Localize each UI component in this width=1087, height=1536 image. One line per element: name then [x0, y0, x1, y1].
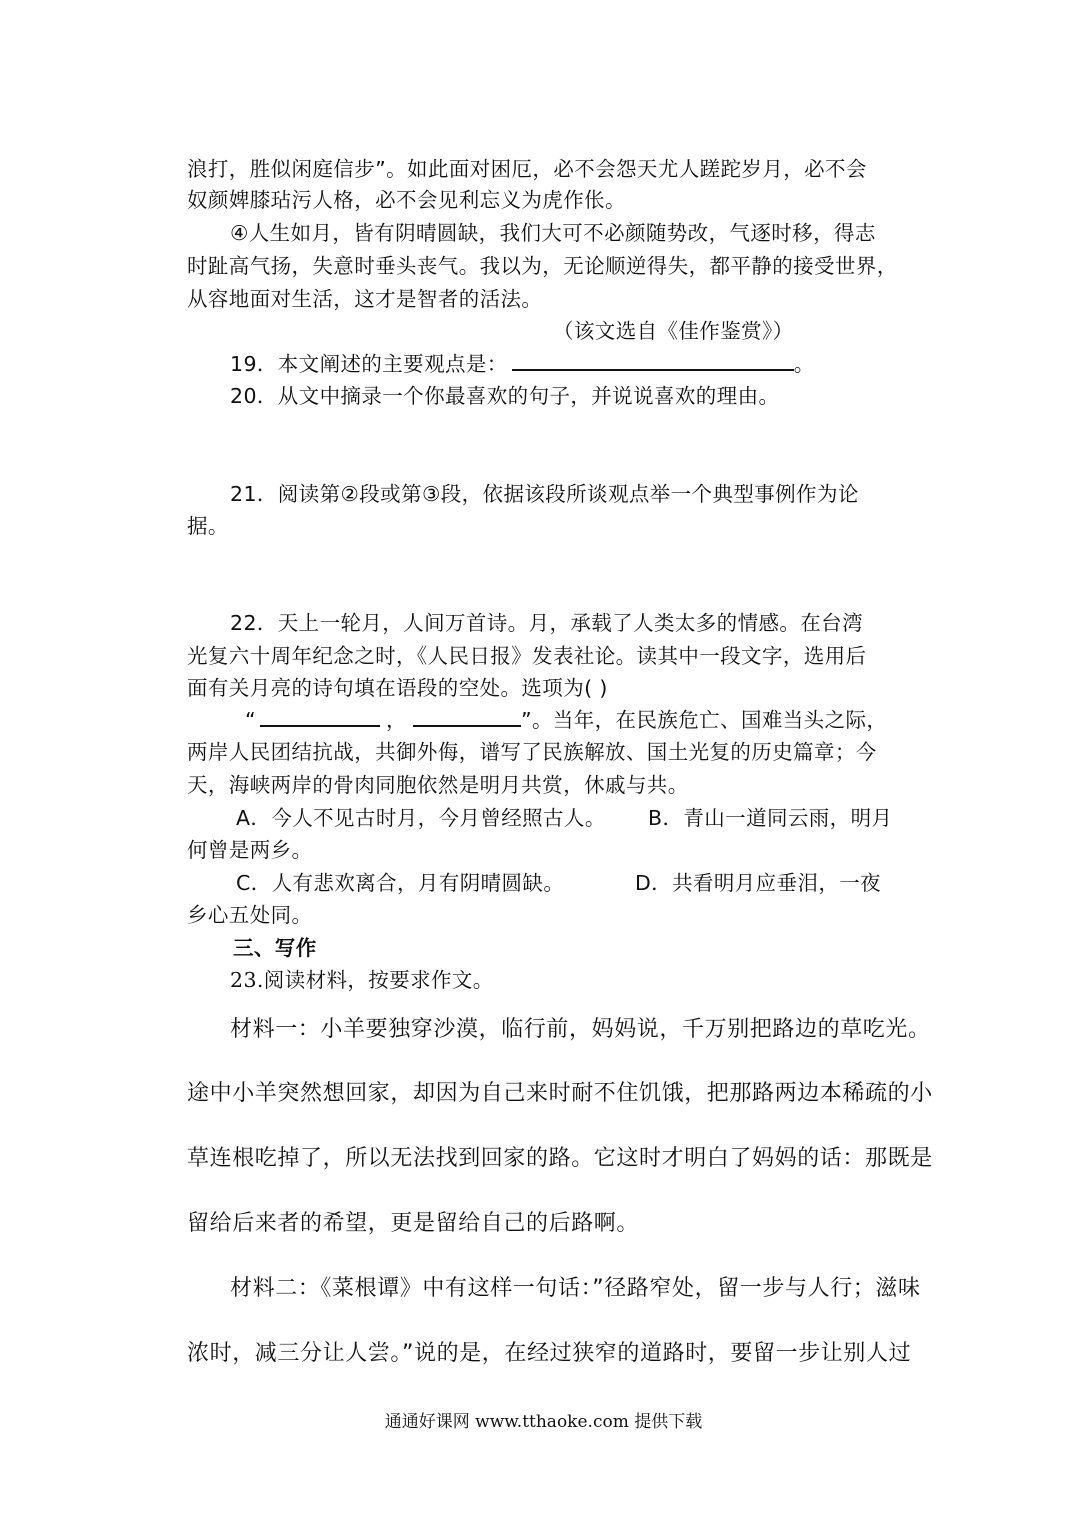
material-1-line-3: 草连根吃掉了，所以无法找到回家的路。它这时才明白了妈妈的话：那既是 — [187, 1146, 933, 1171]
quote-comma: ， — [386, 708, 407, 732]
option-b[interactable]: B．青山一道同云雨，明月 — [648, 806, 893, 830]
question-21-line-2: 据。 — [187, 514, 229, 538]
answer-blank-22b[interactable] — [413, 707, 521, 727]
material-1-line-2: 途中小羊突然想回家，却因为自己来时耐不住饥饿，把那路两边本稀疏的小 — [187, 1081, 933, 1106]
material-1-line-1: 材料一：小羊要独穿沙漠，临行前，妈妈说，千万别把路边的草吃光。 — [230, 1017, 931, 1042]
section-heading-writing: 三、写作 — [233, 936, 317, 960]
question-19-prompt: 19．本文阐述的主要观点是： — [230, 352, 508, 376]
question-21-line-1: 21．阅读第②段或第③段，依据该段所谈观点举一个典型事例作为论 — [230, 482, 859, 506]
question-22-line-3: 面有关月亮的诗句填在语段的空处。选项为( ) — [187, 676, 608, 700]
page-footer: 通通好课网 www.tthaoke.com 提供下载 — [384, 1412, 703, 1432]
question-20: 20．从文中摘录一个你最喜欢的句子，并说说喜欢的理由。 — [230, 384, 780, 408]
option-a[interactable]: A．今人不见古时月，今月曾经照古人。 — [236, 806, 606, 830]
quote-rest: ”。当年，在民族危亡、国难当头之际， — [520, 708, 888, 732]
answer-blank-22a[interactable] — [260, 707, 380, 727]
material-1-line-4: 留给后来者的希望，更是留给自己的后路啊。 — [187, 1211, 640, 1236]
question-22-line-6: 天，海峡两岸的骨肉同胞依然是明月共赏，休戚与共。 — [187, 773, 689, 797]
question-22-quote-line — [245, 705, 887, 735]
option-c[interactable]: C．人有悲欢离合，月有阴晴圆缺。 — [236, 871, 565, 895]
question-19 — [230, 349, 815, 379]
question-22-line-5: 两岸人民团结抗战，共御外侮，谱写了民族解放、国土光复的历史篇章；今 — [187, 740, 877, 764]
material-2-line-2: 浓时，减三分让人尝。”说的是，在经过狭窄的道路时，要留一步让别人过 — [187, 1341, 912, 1366]
passage-line-2: 奴颜婢膝玷污人格，必不会见利忘义为虎作伥。 — [187, 188, 626, 212]
passage-paragraph-4: ④人生如月，皆有阴晴圆缺，我们大可不必颜随势改，气逐时移，得志 — [230, 221, 876, 245]
passage-line-4: 时趾高气扬，失意时垂头丧气。我以为，无论顺逆得失，都平静的接受世界， — [187, 254, 898, 278]
question-23: 23.阅读材料，按要求作文。 — [230, 968, 494, 992]
passage-line-1: 浪打，胜似闲庭信步”。如此面对困厄，必不会怨天尤人蹉跎岁月，必不会 — [187, 157, 867, 181]
passage-source: （该文选自《佳作鉴赏》） — [553, 319, 794, 343]
question-19-end: 。 — [793, 352, 815, 376]
quote-open: “ — [245, 708, 257, 732]
option-d-continued: 乡心五处同。 — [187, 903, 313, 927]
question-22-line-1: 22．天上一轮月，人间万首诗。月，承载了人类太多的情感。在台湾 — [230, 611, 863, 635]
option-b-continued: 何曾是两乡。 — [187, 838, 313, 862]
option-d[interactable]: D．共看明月应垂泪，一夜 — [635, 871, 882, 895]
question-22-line-2: 光复六十周年纪念之时，《人民日报》发表社论。读其中一段文字，选用后 — [187, 644, 867, 668]
answer-blank-19[interactable] — [512, 351, 794, 371]
material-2-line-1: 材料二：《菜根谭》中有这样一句话：”径路窄处，留一步与人行；滋味 — [230, 1276, 921, 1301]
passage-line-5: 从容地面对生活，这才是智者的活法。 — [187, 287, 543, 311]
